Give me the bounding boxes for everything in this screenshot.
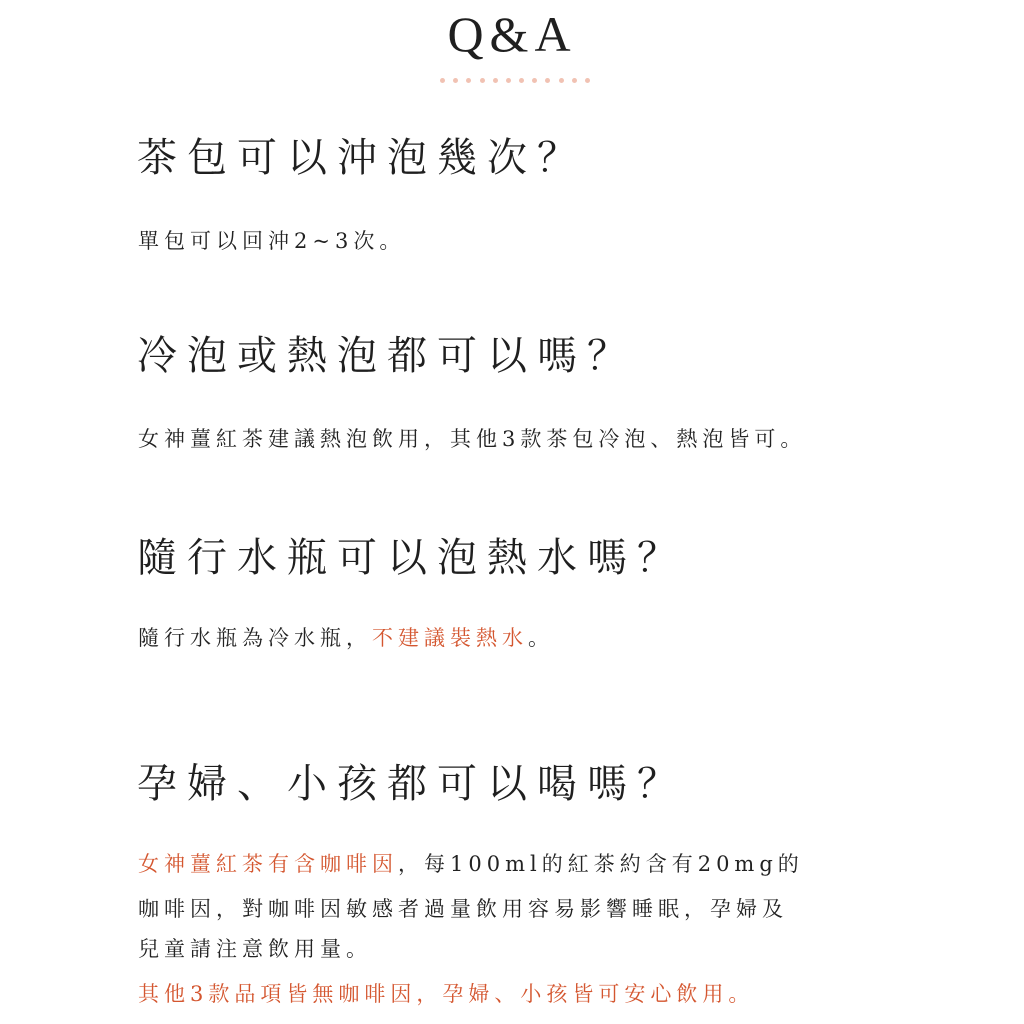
answer-highlight-caffeine: 女神薑紅茶有含咖啡因 xyxy=(138,852,398,876)
question-cold-hot-brew: 冷泡或熱泡都可以嗎？ xyxy=(137,333,637,379)
answer-caffeine-line3: 兒童請注意飲用量。 xyxy=(138,937,372,961)
answer-bottle-hot-water xyxy=(138,619,554,657)
answer-brew-times: 單包可以回沖2~3次。 xyxy=(138,229,406,253)
question-pregnant-children: 孕婦、小孩都可以喝嗎？ xyxy=(137,761,687,807)
answer-text: ，每100ml的紅茶約含有20mg的 xyxy=(398,852,804,876)
answer-caffeine-line2: 咖啡因，對咖啡因敏感者過量飲用容易影響睡眠，孕婦及 xyxy=(138,897,788,921)
decorative-dot-divider xyxy=(440,76,590,84)
question-brew-times: 茶包可以沖泡幾次？ xyxy=(137,135,587,181)
answer-highlight: 不建議裝熱水 xyxy=(372,626,528,650)
page-title: Q&A xyxy=(447,6,577,62)
question-bottle-hot-water: 隨行水瓶可以泡熱水嗎？ xyxy=(137,535,687,581)
answer-cold-hot-brew: 女神薑紅茶建議熱泡飲用，其他3款茶包冷泡、熱泡皆可。 xyxy=(138,427,807,451)
answer-text: 隨行水瓶為冷水瓶， xyxy=(138,626,372,650)
answer-caffeine-line1 xyxy=(138,845,804,883)
answer-text-end: 。 xyxy=(528,626,554,650)
answer-highlight-no-caffeine: 其他3款品項皆無咖啡因，孕婦、小孩皆可安心飲用。 xyxy=(138,982,755,1006)
